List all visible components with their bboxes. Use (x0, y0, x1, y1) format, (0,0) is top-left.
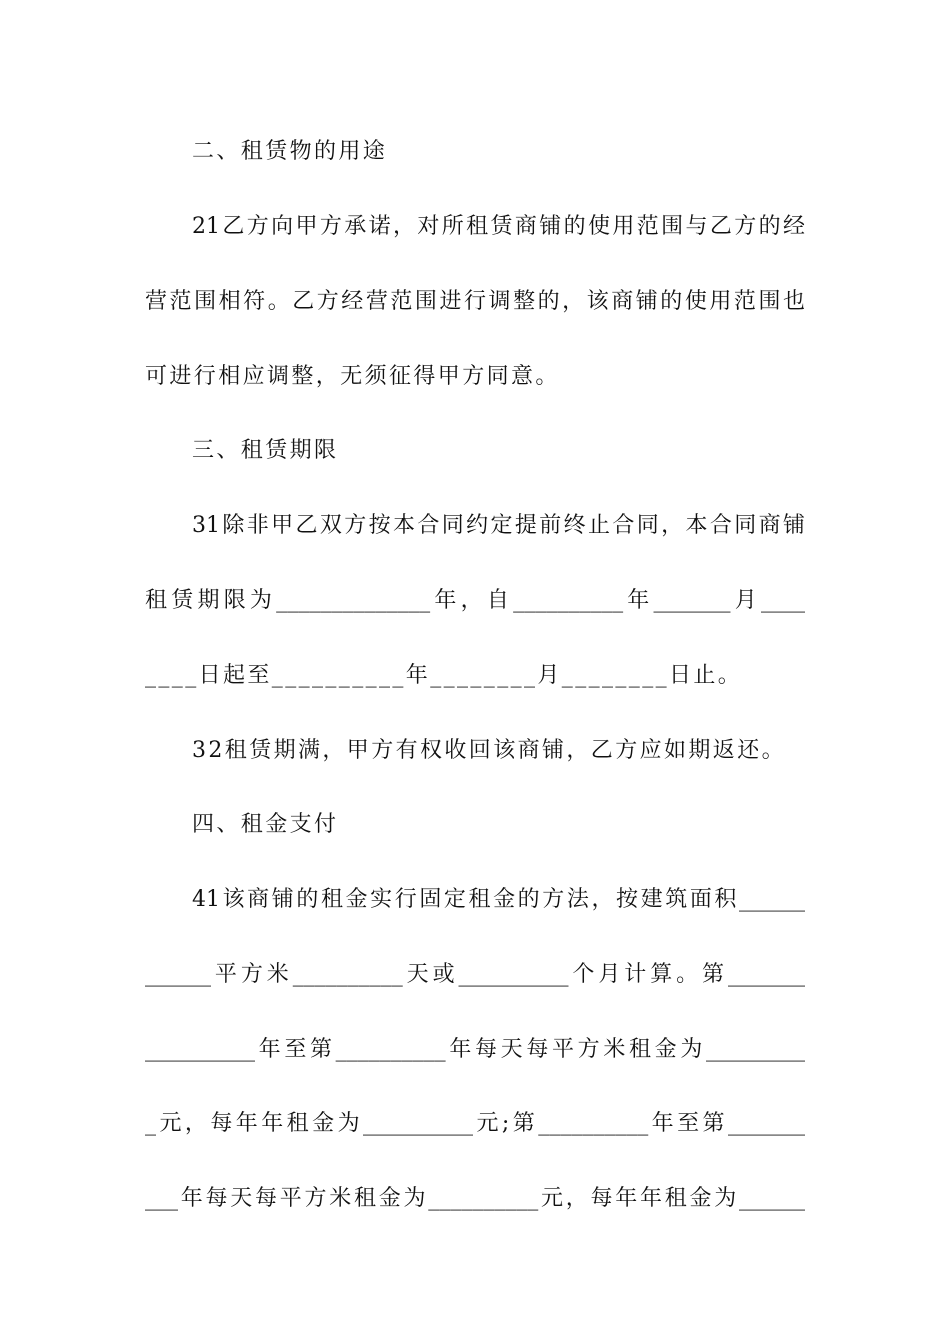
section-heading-rent: 四、租金支付 (192, 812, 339, 837)
clause-4-1-line-1: 41该商铺的租金实行固定租金的方法，按建筑面积______ (192, 887, 805, 912)
section-heading-purpose: 二、租赁物的用途 (192, 139, 388, 164)
clause-3-1-line-1: 31除非甲乙双方按本合同约定提前终止合同，本合同商铺 (192, 513, 805, 538)
clause-4-1-line-2: ______平方米__________天或__________个月计算。第_______ (145, 962, 805, 987)
clause-3-1-line-3: ____日起至__________年________月________日止。 (145, 663, 743, 688)
clause-4-1-line-5: ___年每天每平方米租金为__________元，每年年租金为______ (145, 1186, 805, 1211)
clause-2-1-line-1: 21乙方向甲方承诺，对所租赁商铺的使用范围与乙方的经 (192, 214, 805, 239)
clause-3-1-line-2: 租赁期限为______________年，自__________年_______月____ (145, 588, 805, 613)
clause-4-1-line-3: __________年至第__________年每天每平方米租金为_________ (145, 1037, 805, 1062)
clause-3-2: 32租赁期满，甲方有权收回该商铺，乙方应如期返还。 (192, 738, 786, 763)
clause-4-1-line-4: _元，每年年租金为__________元;第__________年至第_______ (145, 1111, 805, 1136)
section-heading-term: 三、租赁期限 (192, 438, 339, 463)
clause-2-1-line-3: 可进行相应调整，无须征得甲方同意。 (145, 364, 560, 389)
clause-2-1-line-2: 营范围相符。乙方经营范围进行调整的，该商铺的使用范围也 (145, 289, 805, 314)
